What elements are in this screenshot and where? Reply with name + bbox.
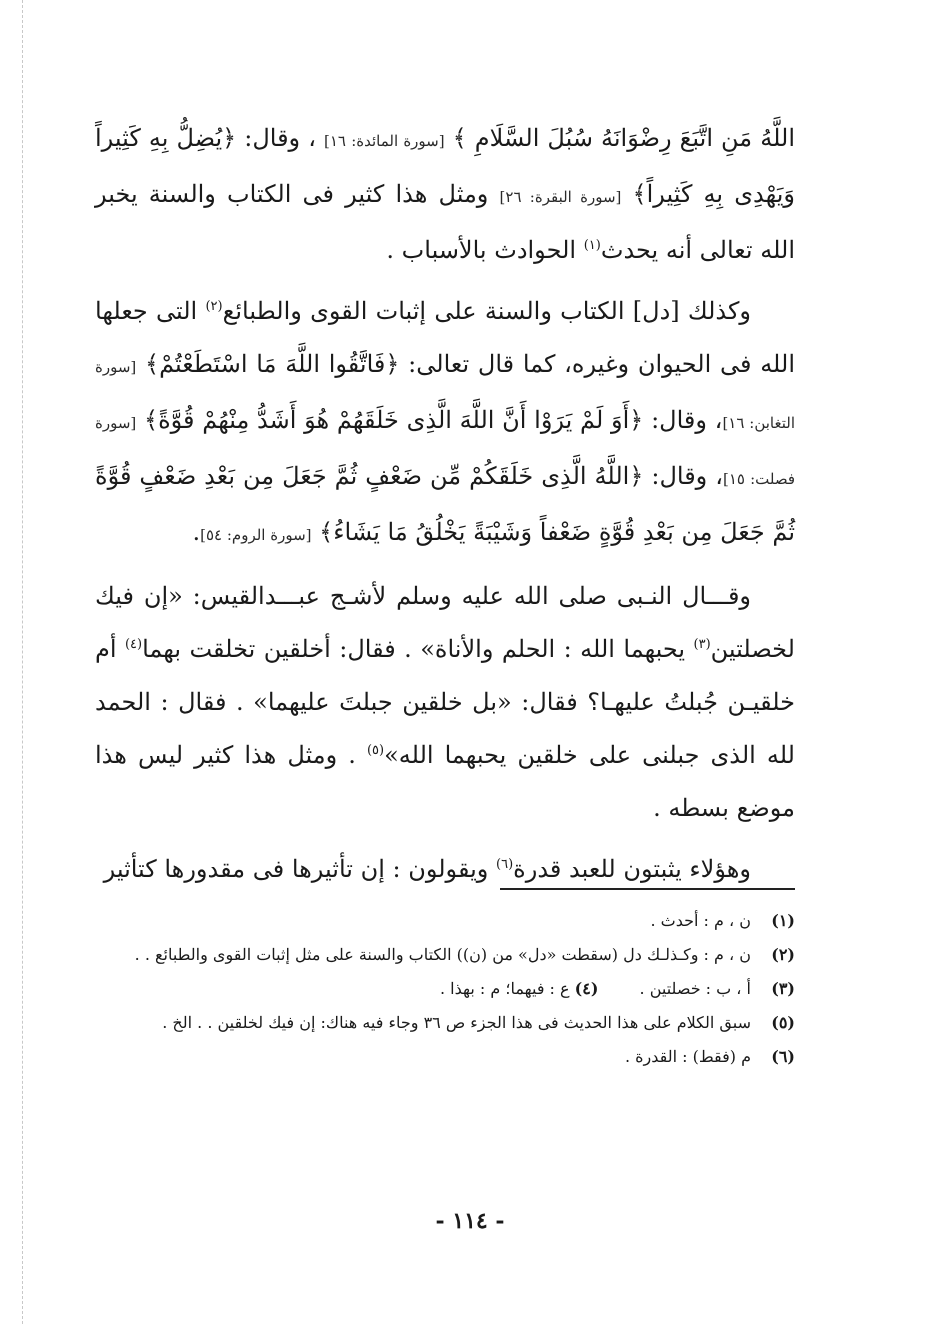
footnote-text: ن ، م : أحدث . (650, 911, 751, 930)
footnote-4 (440, 974, 598, 1004)
paragraph-1-text-a: اللَّهُ مَنِ اتَّبَعَ رِضْوَانَهُ سُبُلَ السَّلَامِ ﴾ (452, 124, 796, 152)
footnote-number: (٣) (771, 979, 795, 998)
paragraph-1-text-d: الحوادث بالأسباب . (386, 236, 577, 264)
footnote-1 (95, 906, 795, 936)
paragraph-1 (95, 112, 795, 277)
footnote-marker: (٦) (496, 857, 514, 872)
footnote-marker: (١) (583, 238, 601, 253)
footnote-number: (٢) (771, 945, 795, 964)
footnote-text (95, 974, 751, 1004)
footnote-number: (٦) (771, 1047, 795, 1066)
paragraph-4-text-a: وهؤلاء يثبتون للعبد قدرة (513, 855, 751, 883)
footnote-3-text: أ ، ب : خصلتين . (639, 979, 751, 998)
quran-reference: [سورة المائدة: ١٦] (324, 132, 445, 150)
paragraph-2-text-d: ، وقال: ﴿اللَّهُ الَّذِى خَلَقَكُمْ مِّن ضَعْفٍ ثُمَّ جَعَلَ مِن بَعْدِ ضَعْفٍ قُوَّةً ثُمَّ جَعَلَ مِن بَعْدِ قُوَّةٍ ضَعْفاً وَشَيْبَةً يَخْلُقُ مَا يَشَاءُ﴾ (95, 462, 795, 546)
paragraph-3-text-a: وقـــال النـبى صلى الله عليه وسلم لأشـج عبـــدالقيس: «إن فيك لخصلتين (95, 582, 795, 663)
footnote-marker: (٤) (124, 637, 143, 652)
footnote-5 (95, 1008, 795, 1038)
paragraph-2-text-b: التى جعلها الله فى الحيوان وغيره، كما قال تعالى: ﴿فَاتَّقُوا اللَّهَ مَا اسْتَطَعْتُمْ﴾ (95, 297, 795, 378)
page-body (95, 112, 795, 896)
footnotes (95, 906, 795, 1076)
paragraph-1-text-b: ، وقال: ﴿يُضِلُّ بِهِ كَثِيراً وَيَهْدِى بِهِ كَثِيراً﴾ (95, 124, 795, 208)
footnote-text: م (فقط) : القدرة . (624, 1047, 751, 1066)
footnote-number: (٥) (771, 1013, 795, 1032)
footnote-4-text: ع : فيهما؛ م : بهذا . (440, 979, 570, 998)
footnote-marker: (٣) (693, 637, 711, 652)
paragraph-2-text-e: . (192, 518, 201, 546)
page-number: - ١١٤ - (435, 1208, 505, 1234)
footnote-number: (١) (771, 911, 795, 930)
paragraph-3-text-b: يحبهما الله : الحلم والأناة» . فقال: أخلقين تخلقت بهما (142, 635, 686, 663)
paragraph-2-text-c: ، وقال: ﴿أَوَ لَمْ يَرَوْا أَنَّ اللَّهَ الَّذِى خَلَقَهُمْ هُوَ أَشَدُّ مِنْهُمْ قُوَّةً﴾ (144, 406, 723, 434)
footnote-number: (٤) (574, 979, 599, 998)
paragraph-3-text-c: أم خلقيـن جُبلتُ عليهـا؟ فقال: «بل خلقين جبلتَ عليهما» . فقال : الحمد لله الذى جبلنى على خلقين يحبهما الله» (95, 635, 795, 769)
footnote-separator (500, 888, 795, 890)
footnote-text: سبق الكلام على هذا الحديث فى هذا الجزء ص ٣٦ وجاء فيه هناك: إن فيك لخلقين . . الخ . (162, 1013, 751, 1032)
footnote-marker: (٢) (205, 299, 223, 314)
footnote-text: ن ، م : وكـذلـك دل (سقطت «دل» من (ن)) الكتاب والسنة على مثل إثبات القوى والطبائع . . (134, 945, 751, 964)
footnote-3-4 (95, 974, 795, 1004)
paragraph-2 (95, 285, 795, 562)
paragraph-1-text-c: ومثل هذا كثير فى الكتاب والسنة يخبر الله تعالى أنه يحدث (95, 180, 795, 264)
footnote-6 (95, 1042, 795, 1072)
paragraph-2-text-a: وكذلك [دل] الكتاب والسنة على إثبات القوى والطبائع (222, 297, 751, 325)
quran-reference: [سورة فصلت: ١٥] (95, 414, 795, 488)
paragraph-3 (95, 570, 795, 835)
quran-reference: [سورة التغابن: ١٦] (95, 358, 795, 432)
quran-reference: [سورة الروم: ٥٤] (200, 526, 312, 544)
margin-edge-line (22, 0, 23, 1324)
footnote-marker: (٥) (366, 743, 385, 758)
quran-reference: [سورة البقرة: ٢٦] (499, 188, 622, 206)
paragraph-4-text-b: ويقولون : إن تأثيرها فى مقدورها كتأثير (103, 855, 489, 883)
paragraph-3-text-d: . ومثل هذا كثير ليس هذا موضع بسطه . (95, 741, 795, 822)
footnote-2 (95, 940, 795, 970)
